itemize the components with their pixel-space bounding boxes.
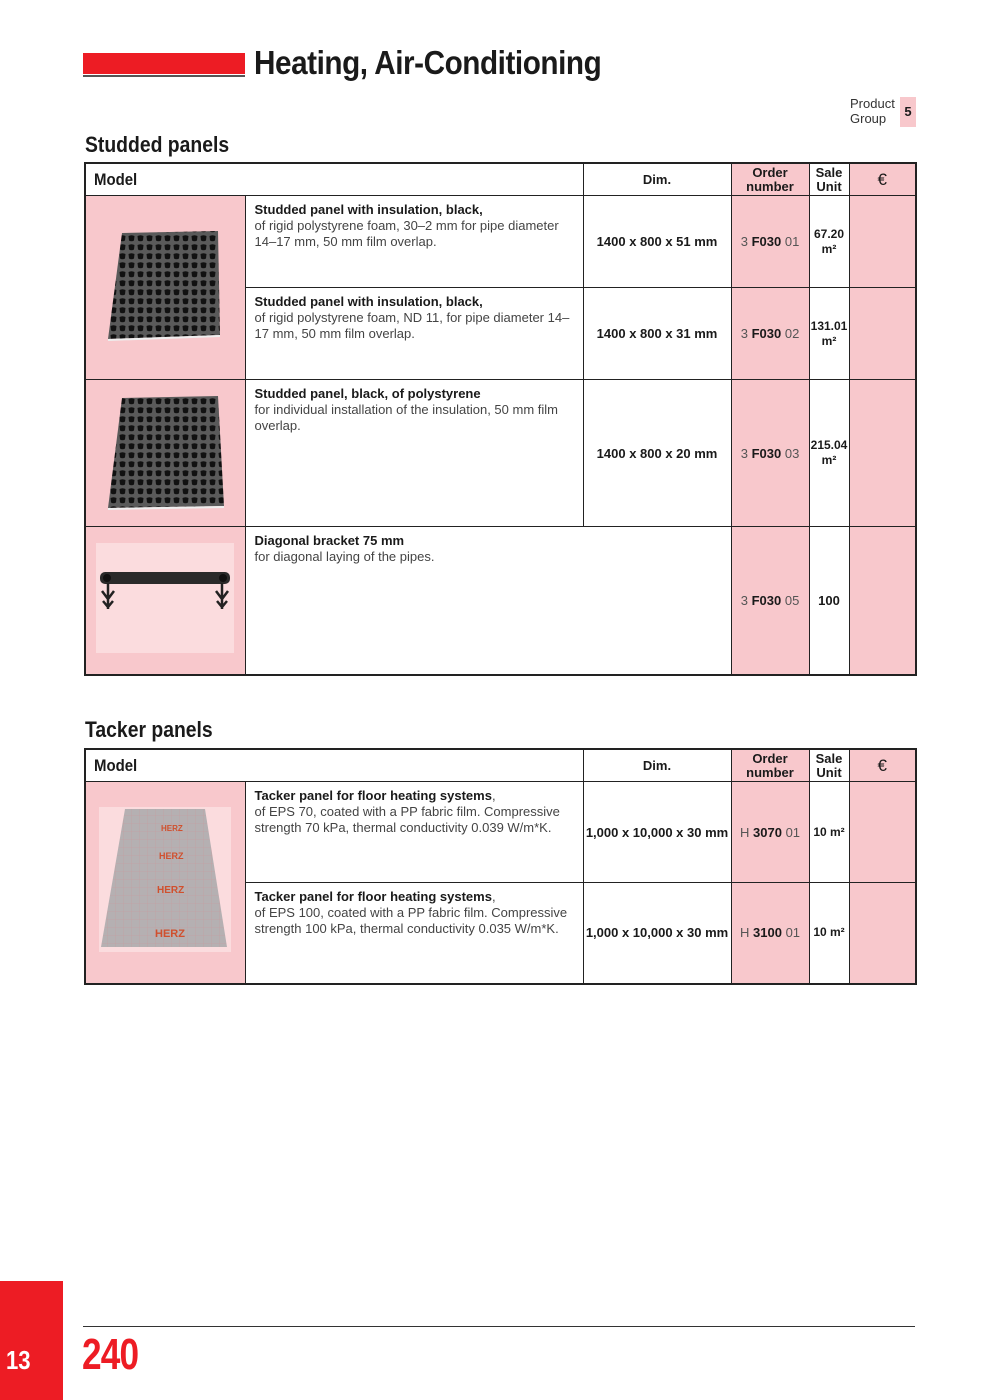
product-name: Studded panel with insulation, black,: [254, 294, 483, 309]
studded-panels-table: [84, 162, 917, 676]
svg-text:HERZ: HERZ: [157, 885, 185, 897]
section-title-tacker: Tacker panels: [85, 717, 213, 742]
col-sale-unit: Sale Unit: [809, 163, 849, 196]
col-order-number: Order number: [731, 749, 809, 782]
table-row: [85, 196, 916, 288]
chapter-tab: [0, 1281, 63, 1400]
order-number[interactable]: H 3070 01: [731, 782, 809, 883]
diagonal-bracket-image: [96, 543, 234, 653]
product-detail: of EPS 100, coated with a PP fabric film. Compressive strength 100 kPa, thermal conductivity 0.035 W/m*K.: [254, 905, 568, 936]
product-detail: for individual installation of the insulation, 50 mm film overlap.: [254, 402, 558, 433]
product-group-label-line1: Product: [850, 96, 895, 111]
product-detail: of EPS 70, coated with a PP fabric film. Compressive strength 70 kPa, thermal conductivity 0.039 W/m*K.: [254, 804, 560, 835]
table-header-row: [85, 163, 916, 196]
col-sale-unit: Sale Unit: [809, 749, 849, 782]
product-detail: for diagonal laying of the pipes.: [254, 549, 435, 564]
col-model: Model: [85, 163, 583, 196]
tacker-panels-table: [84, 748, 917, 985]
table-header-row: [85, 749, 916, 782]
tacker-panel-image: [99, 807, 231, 952]
product-name: Studded panel with insulation, black,: [254, 202, 483, 217]
product-name: Studded panel, black, of polystyrene: [254, 386, 481, 401]
svg-text:HERZ: HERZ: [155, 928, 186, 941]
product-description: Tacker panel for floor heating systems, of EPS 100, coated with a PP fabric film. Compressive strength 100 kPa, thermal conductivity 0.035 W/m*K.: [245, 883, 583, 984]
product-image-cell: [85, 380, 245, 527]
order-number[interactable]: 3 F030 01: [731, 196, 809, 288]
sale-unit: 10 m²: [809, 782, 849, 883]
footer-rule: [83, 1326, 915, 1327]
product-detail: of rigid polystyrene foam, 30–2 mm for pipe diameter 14–17 mm, 50 mm film overlap.: [254, 218, 559, 249]
sale-unit: 215.04 m²: [809, 380, 849, 527]
studded-panel-image: [100, 388, 230, 513]
product-dim: 1400 x 800 x 20 mm: [583, 380, 731, 527]
product-image-cell: [85, 782, 245, 984]
chapter-number: 13: [6, 1345, 31, 1375]
product-dim: 1,000 x 10,000 x 30 mm: [583, 883, 731, 984]
product-group-label: [850, 96, 895, 126]
col-price-euro: €: [849, 163, 916, 196]
sale-unit: 67.20 m²: [809, 196, 849, 288]
price-cell: [849, 196, 916, 288]
table-row: [85, 527, 916, 675]
order-number[interactable]: 3 F030 05: [731, 527, 809, 675]
product-name: Tacker panel for floor heating systems: [254, 889, 492, 904]
product-name: Tacker panel for floor heating systems: [254, 788, 492, 803]
product-dim: 1400 x 800 x 51 mm: [583, 196, 731, 288]
sale-unit: 131.01 m²: [809, 288, 849, 380]
col-price-euro: €: [849, 749, 916, 782]
product-description: [245, 380, 583, 527]
product-image-cell: [85, 196, 245, 380]
product-dim: 1400 x 800 x 31 mm: [583, 288, 731, 380]
svg-text:HERZ: HERZ: [159, 851, 184, 862]
price-cell: [849, 782, 916, 883]
table-row: [85, 782, 916, 883]
product-description: [245, 288, 583, 380]
price-cell: [849, 288, 916, 380]
product-image-cell: [85, 527, 245, 675]
page-title: Heating, Air-Conditioning: [254, 44, 602, 81]
col-dim: Dim.: [583, 163, 731, 196]
order-number[interactable]: 3 F030 02: [731, 288, 809, 380]
product-name: Diagonal bracket 75 mm: [254, 533, 405, 548]
svg-text:HERZ: HERZ: [161, 824, 184, 834]
product-dim: 1,000 x 10,000 x 30 mm: [583, 782, 731, 883]
table-row: [85, 380, 916, 527]
page-number: 240: [82, 1330, 139, 1379]
product-description: Tacker panel for floor heating systems, of EPS 70, coated with a PP fabric film. Compressive strength 70 kPa, thermal conductivity 0.039 W/m*K.: [245, 782, 583, 883]
col-order-number: Order number: [731, 163, 809, 196]
product-detail: of rigid polystyrene foam, ND 11, for pipe diameter 14–17 mm, 50 mm film overlap.: [254, 310, 570, 341]
product-description: [245, 196, 583, 288]
header-rule: [83, 75, 245, 77]
product-description: [245, 527, 731, 675]
section-title-studded: Studded panels: [85, 132, 230, 157]
col-dim: Dim.: [583, 749, 731, 782]
col-model: Model: [85, 749, 583, 782]
price-cell: [849, 527, 916, 675]
price-cell: [849, 883, 916, 984]
order-number[interactable]: 3 F030 03: [731, 380, 809, 527]
header-red-bar: [83, 53, 245, 74]
product-group-badge: 5: [900, 97, 916, 127]
studded-panel-image: [100, 225, 230, 345]
order-number[interactable]: H 3100 01: [731, 883, 809, 984]
sale-unit: 100: [809, 527, 849, 675]
sale-unit: 10 m²: [809, 883, 849, 984]
price-cell: [849, 380, 916, 527]
product-group-label-line2: Group: [850, 111, 887, 126]
